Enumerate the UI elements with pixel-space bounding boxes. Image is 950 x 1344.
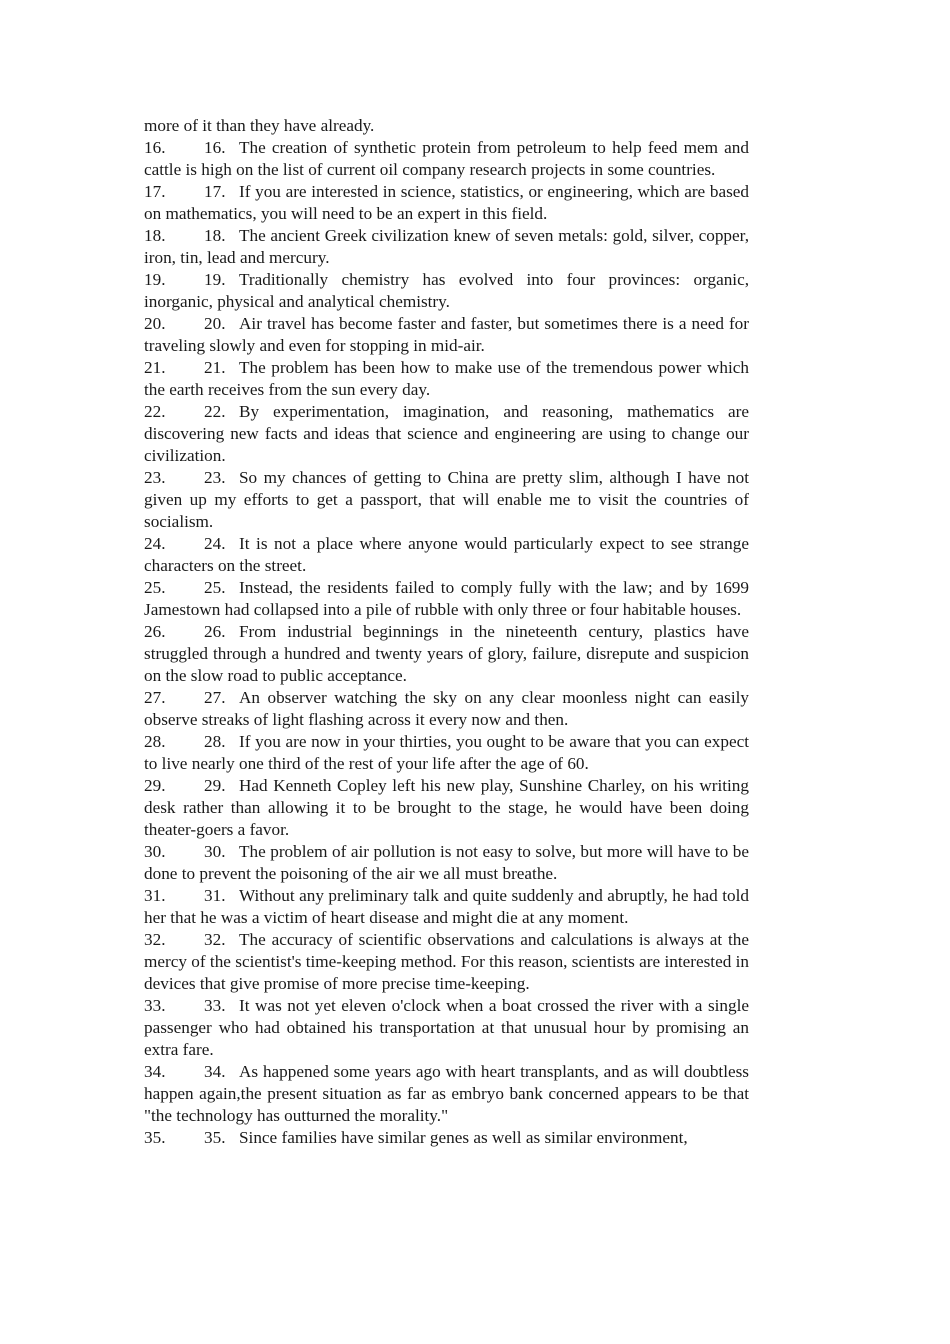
- item-inner-number: 35.: [204, 1128, 226, 1147]
- item-inner-number: 25.: [204, 578, 226, 597]
- list-item: [144, 1127, 749, 1149]
- item-inner-number: 22.: [204, 402, 226, 421]
- list-item: [144, 401, 749, 467]
- item-number: 26.: [144, 622, 166, 641]
- item-number: 18.: [144, 226, 166, 245]
- item-text: An observer watching the sky on any clear moonless night can easily observe streaks of light flashing across it every now and then.: [144, 688, 749, 729]
- item-number: 34.: [144, 1062, 166, 1081]
- list-item: [144, 269, 749, 313]
- document-body: [144, 115, 749, 1149]
- item-number: 32.: [144, 930, 166, 949]
- item-text: If you are interested in science, statistics, or engineering, which are based on mathematics, you will need to be an expert in this field.: [144, 182, 749, 223]
- item-number: 27.: [144, 688, 166, 707]
- item-inner-number: 31.: [204, 886, 226, 905]
- item-text: Instead, the residents failed to comply fully with the law; and by 1699 Jamestown had collapsed into a pile of rubble with only three or four habitable houses.: [144, 578, 749, 619]
- item-number: 21.: [144, 358, 166, 377]
- item-text: It was not yet eleven o'clock when a boat crossed the river with a single passenger who had obtained his transportation at that unusual hour by promising an extra fare.: [144, 996, 749, 1059]
- item-inner-number: 16.: [204, 138, 226, 157]
- item-number: 24.: [144, 534, 166, 553]
- list-item: [144, 225, 749, 269]
- list-item: [144, 995, 749, 1061]
- list-item: [144, 775, 749, 841]
- item-number: 17.: [144, 182, 166, 201]
- item-inner-number: 23.: [204, 468, 226, 487]
- list-item: [144, 467, 749, 533]
- item-number: 28.: [144, 732, 166, 751]
- item-text: From industrial beginnings in the nineteenth century, plastics have struggled through a hundred and twenty years of glory, failure, disrepute and suspicion on the slow road to public acceptance.: [144, 622, 749, 685]
- list-item: [144, 687, 749, 731]
- item-number: 23.: [144, 468, 166, 487]
- item-inner-number: 33.: [204, 996, 226, 1015]
- list-item: [144, 731, 749, 775]
- list-item: [144, 313, 749, 357]
- item-text: By experimentation, imagination, and reasoning, mathematics are discovering new facts and ideas that science and engineering are using to change our civilization.: [144, 402, 749, 465]
- item-number: 29.: [144, 776, 166, 795]
- item-number: 35.: [144, 1128, 166, 1147]
- list-item: [144, 181, 749, 225]
- list-item: [144, 357, 749, 401]
- item-text: As happened some years ago with heart transplants, and as will doubtless happen again,the present situation as far as embryo bank concerned appears to be that "the technology has outturned the morality.": [144, 1062, 749, 1125]
- item-inner-number: 24.: [204, 534, 226, 553]
- list-item: [144, 533, 749, 577]
- item-number: 22.: [144, 402, 166, 421]
- item-inner-number: 17.: [204, 182, 226, 201]
- item-number: 20.: [144, 314, 166, 333]
- item-inner-number: 34.: [204, 1062, 226, 1081]
- item-text: Without any preliminary talk and quite suddenly and abruptly, he had told her that he was a victim of heart disease and might die at any moment.: [144, 886, 749, 927]
- item-text: It is not a place where anyone would particularly expect to see strange characters on the street.: [144, 534, 749, 575]
- continuation-text: more of it than they have already.: [144, 116, 375, 135]
- item-inner-number: 30.: [204, 842, 226, 861]
- sentence-list: [144, 137, 749, 1149]
- item-inner-number: 20.: [204, 314, 226, 333]
- list-item: [144, 577, 749, 621]
- item-number: 30.: [144, 842, 166, 861]
- list-item: [144, 841, 749, 885]
- item-inner-number: 29.: [204, 776, 226, 795]
- item-inner-number: 27.: [204, 688, 226, 707]
- item-text: Had Kenneth Copley left his new play, Sunshine Charley, on his writing desk rather than allowing it to be brought to the stage, he would have been doing theater-goers a favor.: [144, 776, 749, 839]
- item-text: The accuracy of scientific observations and calculations is always at the mercy of the scientist's time-keeping method. For this reason, scientists are interested in devices that give promise of more precise time-keeping.: [144, 930, 749, 993]
- item-inner-number: 28.: [204, 732, 226, 751]
- item-inner-number: 21.: [204, 358, 226, 377]
- item-inner-number: 26.: [204, 622, 226, 641]
- item-text: The ancient Greek civilization knew of seven metals: gold, silver, copper, iron, tin, lead and mercury.: [144, 226, 749, 267]
- item-inner-number: 32.: [204, 930, 226, 949]
- item-text: If you are now in your thirties, you ought to be aware that you can expect to live nearly one third of the rest of your life after the age of 60.: [144, 732, 749, 773]
- item-number: 25.: [144, 578, 166, 597]
- list-item: [144, 885, 749, 929]
- list-item: [144, 1061, 749, 1127]
- item-number: 16.: [144, 138, 166, 157]
- list-item: [144, 929, 749, 995]
- item-text: The problem has been how to make use of the tremendous power which the earth receives from the sun every day.: [144, 358, 749, 399]
- item-number: 31.: [144, 886, 166, 905]
- item-text: Traditionally chemistry has evolved into four provinces: organic, inorganic, physical and analytical chemistry.: [144, 270, 749, 311]
- list-item: [144, 621, 749, 687]
- list-item: [144, 137, 749, 181]
- item-text: Since families have similar genes as well as similar environment,: [239, 1128, 688, 1147]
- item-text: The creation of synthetic protein from petroleum to help feed mem and cattle is high on the list of current oil company research projects in some countries.: [144, 138, 749, 179]
- item-text: So my chances of getting to China are pretty slim, although I have not given up my efforts to get a passport, that will enable me to visit the countries of socialism.: [144, 468, 749, 531]
- item-inner-number: 19.: [204, 270, 226, 289]
- item-text: The problem of air pollution is not easy to solve, but more will have to be done to prevent the poisoning of the air we all must breathe.: [144, 842, 749, 883]
- item-inner-number: 18.: [204, 226, 226, 245]
- item-number: 19.: [144, 270, 166, 289]
- item-text: Air travel has become faster and faster, but sometimes there is a need for traveling slowly and even for stopping in mid-air.: [144, 314, 749, 355]
- item-number: 33.: [144, 996, 166, 1015]
